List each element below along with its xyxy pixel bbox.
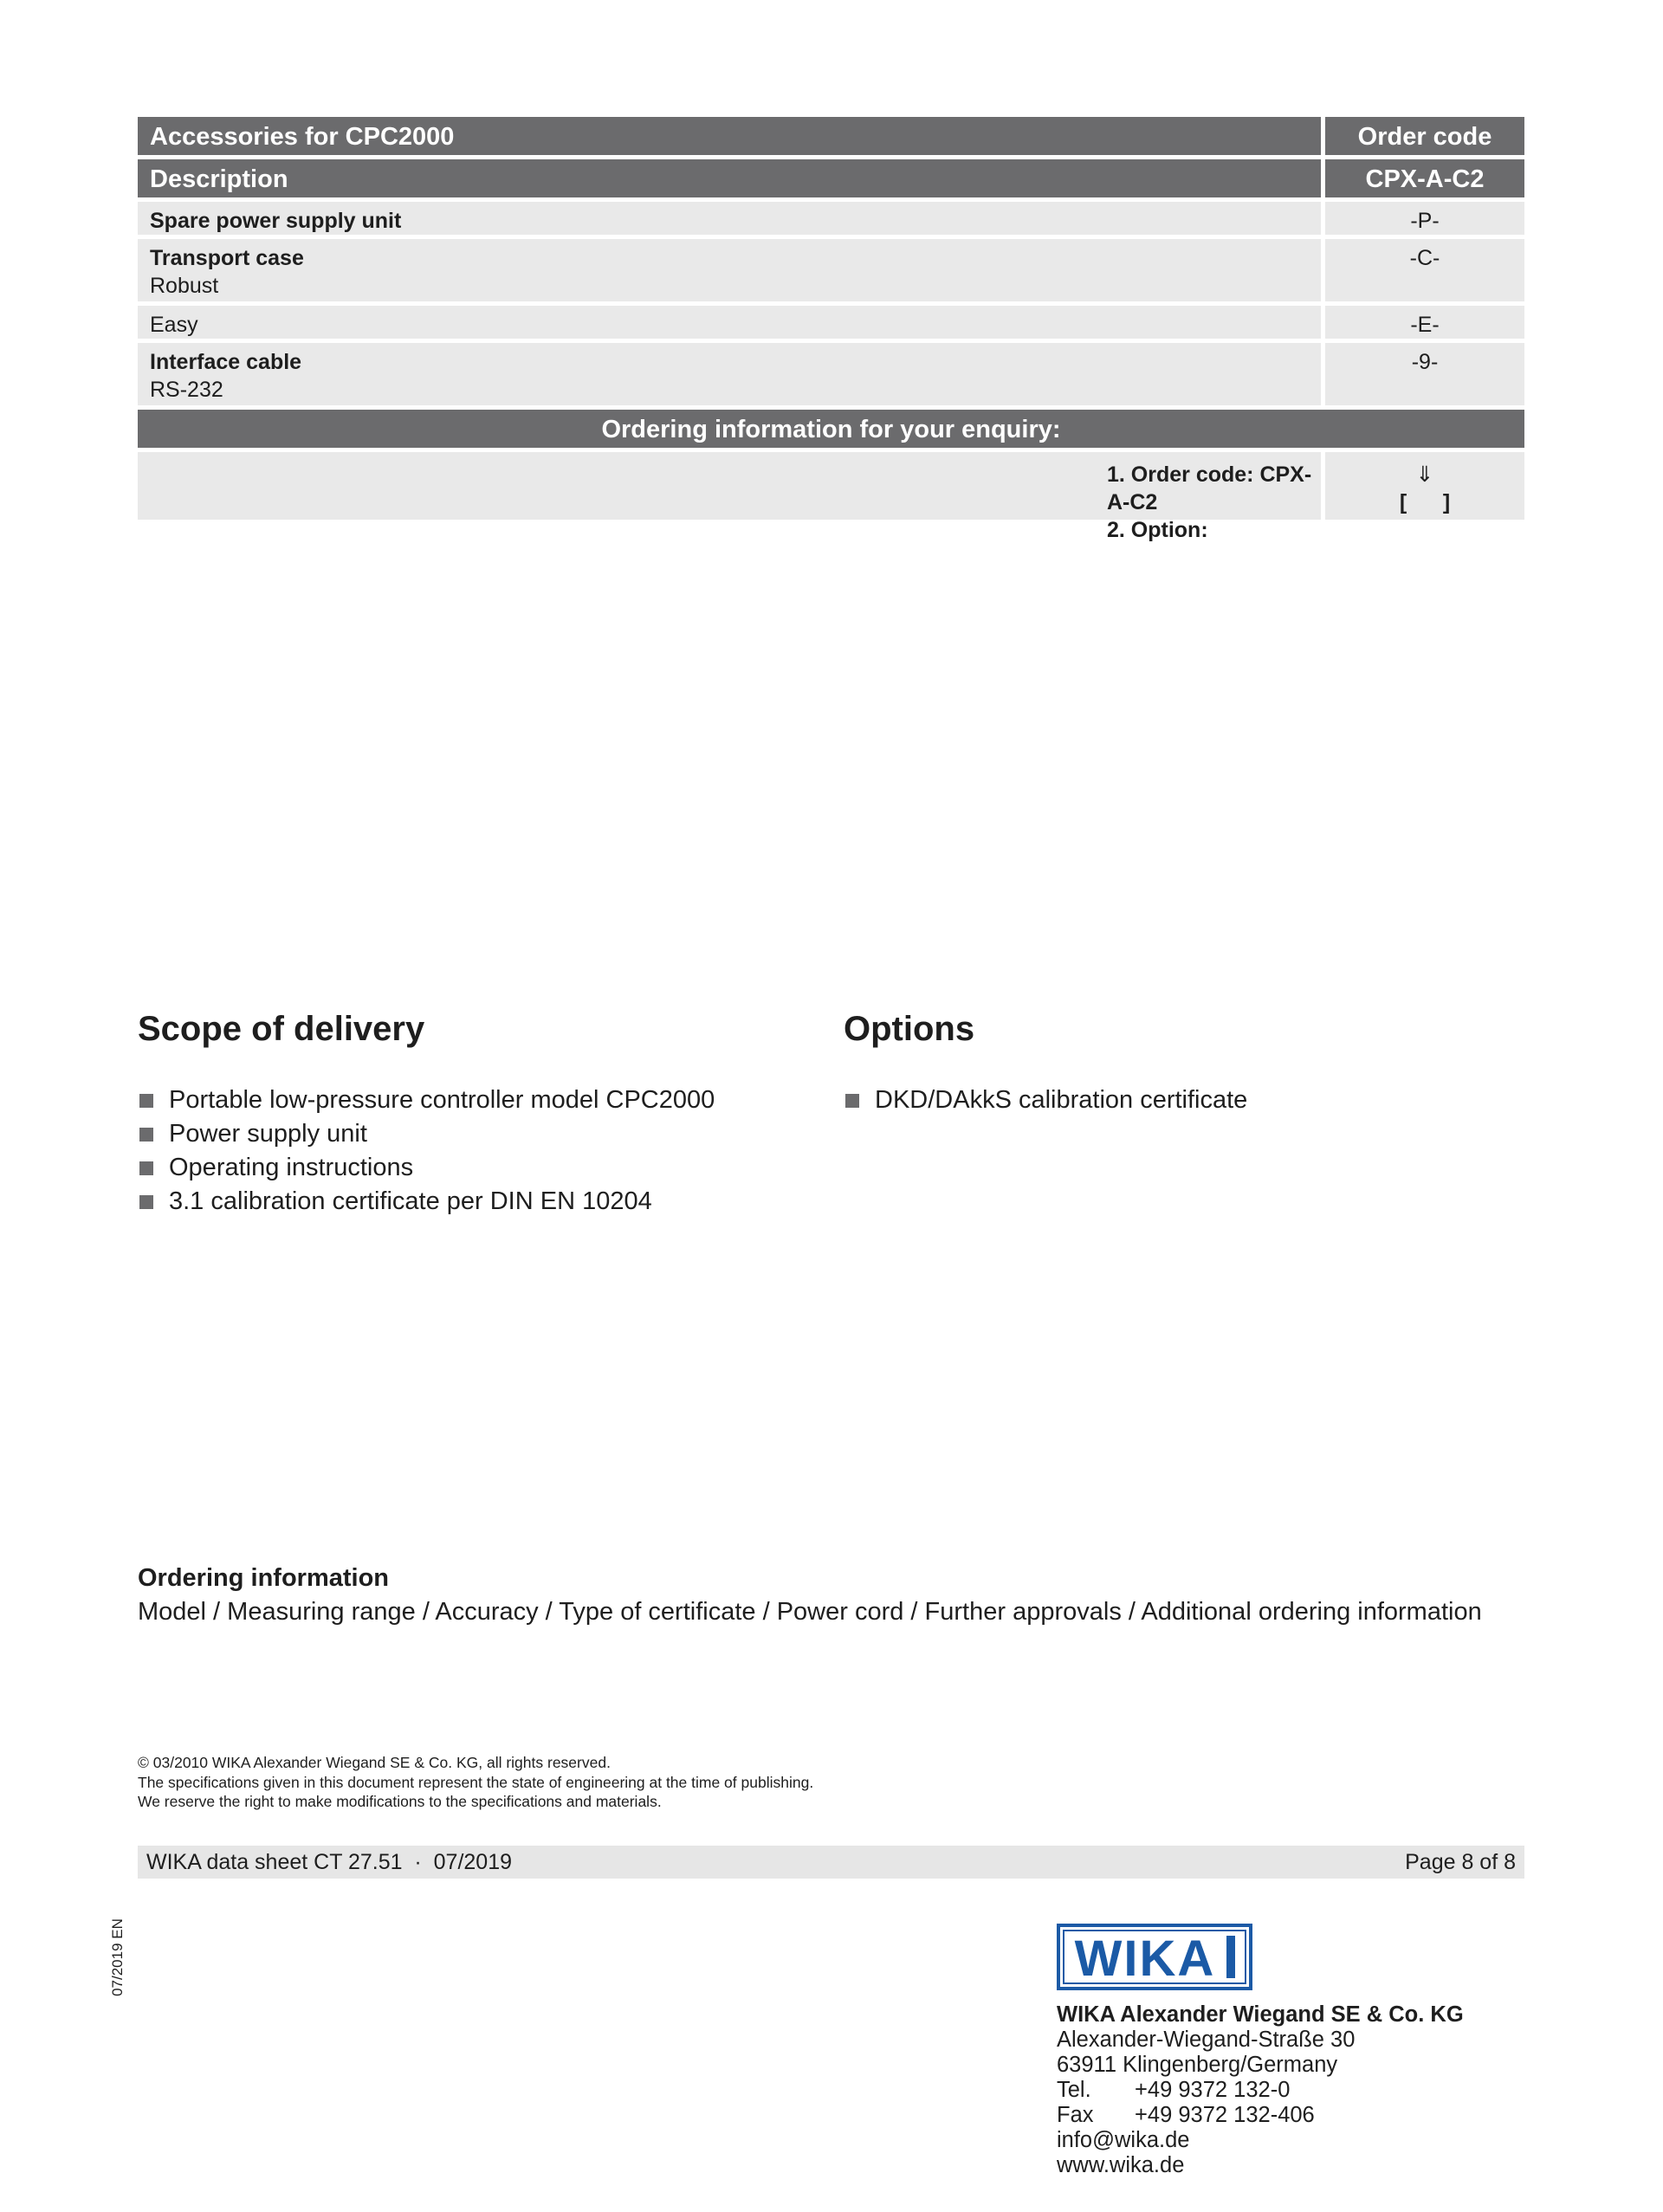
email-link[interactable]: info@wika.de (1057, 2128, 1190, 2152)
tel-label: Tel. (1057, 2078, 1091, 2102)
list-item: Portable low-pressure controller model CPC2000 (138, 1083, 715, 1117)
fax-label: Fax (1057, 2103, 1094, 2127)
website-link[interactable]: www.wika.de (1057, 2153, 1185, 2177)
list-item: Power supply unit (138, 1117, 715, 1151)
scope-title: Scope of delivery (138, 1010, 425, 1048)
enquiry-header: Ordering information for your enquiry: (138, 410, 1524, 448)
footer-bar (138, 1846, 1524, 1879)
row-code: -E- (1325, 306, 1524, 339)
accessories-table (138, 117, 1524, 542)
order-code-heading: Order code (1325, 117, 1524, 155)
row-title: Spare power supply unit (150, 209, 402, 233)
list-item: DKD/DAkkS calibration certificate (844, 1083, 1247, 1117)
row-code: -9- (1325, 343, 1524, 405)
page-number: Page 8 of 8 (1405, 1850, 1516, 1874)
company-name: WIKA Alexander Wiegand SE & Co. KG (1057, 2002, 1464, 2027)
ordering-text: Model / Measuring range / Accuracy / Type of certificate / Power cord / Further approvals / Additional ordering information (138, 1598, 1482, 1626)
city: 63911 Klingenberg/Germany (1057, 2053, 1338, 2077)
row-subtitle: Robust (150, 274, 219, 298)
row-code: -C- (1325, 239, 1524, 301)
order-code-label: 1. Order code: (1107, 462, 1254, 487)
options-title: Options (844, 1010, 975, 1048)
copyright-line: The specifications given in this document represent the state of engineering at the time of publishing. (138, 1773, 814, 1791)
row-subtitle: Easy (150, 313, 198, 337)
side-date-label: 07/2019 EN (109, 1918, 126, 1996)
option-bracket: [ ] (1399, 490, 1451, 514)
copyright-notice (138, 1753, 813, 1812)
wika-logo (1057, 1924, 1252, 1990)
enquiry-lines (1107, 461, 1321, 544)
down-arrow-icon: ⇓ (1415, 462, 1434, 487)
table-title: Accessories for CPC2000 (138, 117, 1321, 155)
scope-list (138, 1083, 715, 1219)
list-item: 3.1 calibration certificate per DIN EN 10204 (138, 1185, 715, 1219)
option-label: 2. Option: (1107, 518, 1208, 542)
company-address (1057, 2002, 1464, 2178)
tel-number: +49 9372 132-0 (1135, 2078, 1291, 2102)
datasheet-reference: WIKA data sheet CT 27.51 · 07/2019 (146, 1850, 513, 1874)
copyright-line: We reserve the right to make modifications to the specifications and materials. (138, 1793, 662, 1810)
table-subheader-row (138, 159, 1524, 197)
order-code-value: CPX-A-C2 (1107, 462, 1312, 514)
row-title: Interface cable (150, 350, 302, 374)
table-row (138, 202, 1524, 235)
row-title: Transport case (150, 246, 304, 270)
street: Alexander-Wiegand-Straße 30 (1057, 2028, 1356, 2052)
logo-text: WIKA (1074, 1931, 1216, 1987)
table-row (138, 239, 1524, 301)
fax-number: +49 9372 132-406 (1135, 2103, 1315, 2127)
options-list (844, 1083, 1247, 1117)
list-item: Operating instructions (138, 1151, 715, 1185)
copyright-line: © 03/2010 WIKA Alexander Wiegand SE & Co. KG, all rights reserved. (138, 1754, 611, 1771)
ordering-title: Ordering information (138, 1564, 389, 1592)
order-code-base: CPX-A-C2 (1325, 159, 1524, 197)
table-header-row (138, 117, 1524, 155)
row-subtitle: RS-232 (150, 378, 223, 402)
table-row (138, 343, 1524, 405)
enquiry-row (138, 452, 1524, 542)
row-code: -P- (1325, 202, 1524, 235)
table-row (138, 306, 1524, 339)
description-heading: Description (138, 159, 1321, 197)
